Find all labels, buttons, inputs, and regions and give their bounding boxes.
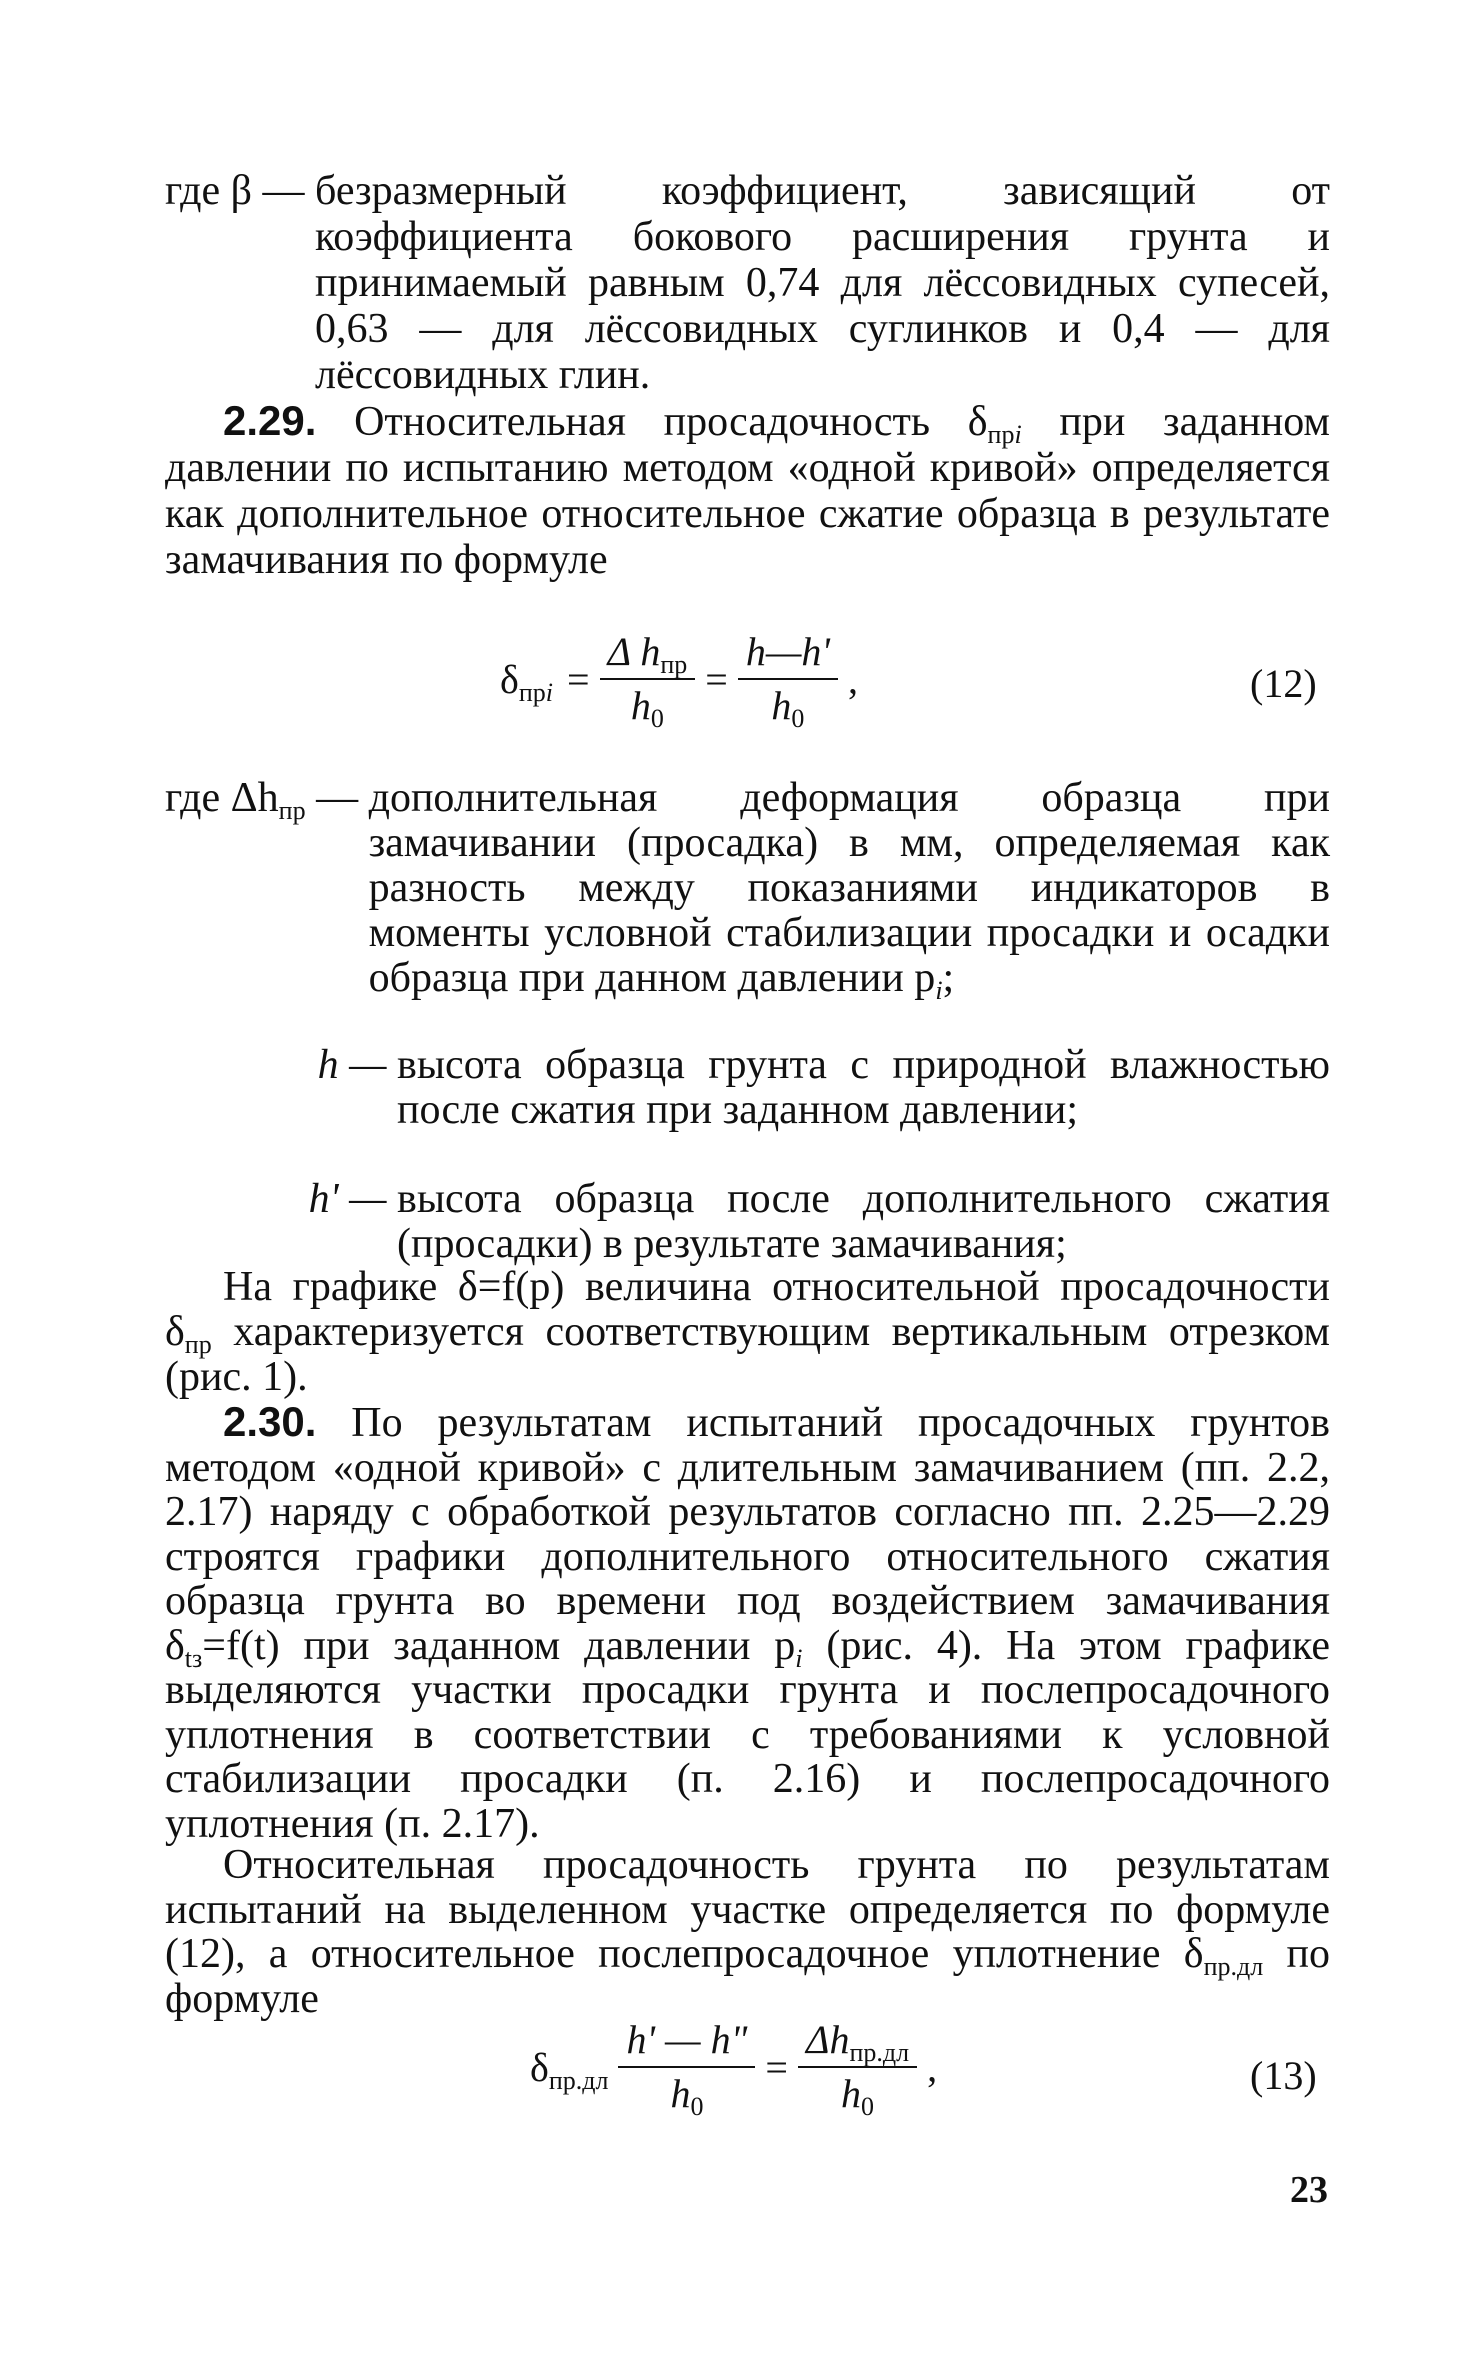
formula-12-label: (12) <box>1250 661 1317 706</box>
section-2-30-text-b: =f(t) при заданном давлении p <box>202 1622 796 1669</box>
section-2-30-sub-2: i <box>795 1643 803 1673</box>
section-2-30-text-a: По результатам испытаний просадочных грунтов методом «одной кривой» с длительным замачиванием (пп. 2.2, 2.17) наряду с обработкой результатов согласно пп. 2.25—2.29 строятся графики дополнительного относительного сжатия образца грунта во времени под воздействием замачивания δ <box>165 1400 1330 1669</box>
formula-13-label: (13) <box>1250 2053 1317 2098</box>
formula-13-eq: = <box>765 2044 788 2090</box>
formula-13-lhs: $\delta_{пр.дл}$ <box>530 2044 609 2095</box>
section-2-29-text-a: Относительная просадочность <box>316 399 968 445</box>
graph-paragraph-sub: пр <box>184 1330 212 1359</box>
page-number: 23 <box>1290 2169 1328 2211</box>
section-2-29-symbol: δ <box>967 399 988 445</box>
section-2-30-paragraph <box>165 1400 1330 1846</box>
definition-h <box>165 1043 1330 1133</box>
definition-h-text: высота образца грунта с природной влажностью после сжатия при заданном давлении; <box>397 1042 1330 1133</box>
section-2-30-text-c: (рис. 4). На этом графике выделяются участки просадки грунта и послепросадочного уплотнения в соответствии с требованиями к условной стабилизации просадки (п. 2.16) и послепросадочного уплотнения (п. 2.17). <box>165 1622 1331 1847</box>
section-2-29-symbol-sub-i: i <box>1014 420 1022 449</box>
formula-13-fraction-2: $\frac{\Delta h_{пр.дл}}{h_0}$ <box>798 2018 917 2116</box>
definition-h-prime <box>165 1177 1330 1267</box>
section-2-30-number: 2.30. <box>223 1398 317 1445</box>
formula-12-eq-2: = <box>705 656 728 702</box>
formula-13-comma: , <box>927 2044 938 2090</box>
graph-paragraph <box>165 1265 1330 1400</box>
formula-12 <box>500 629 858 733</box>
graph-paragraph-text-b: характеризуется соответствующим вертикальным отрезком (рис. 1). <box>165 1309 1330 1400</box>
formula-12-eq-1: = <box>567 656 590 702</box>
formula-12-fraction-1: $\frac{\Delta h_{пр}}{h_0}$ <box>600 630 696 728</box>
formula-13-fraction-1: $\frac{h' — h"}{h_0}$ <box>618 2018 755 2116</box>
section-2-30-sub: tз <box>184 1643 203 1673</box>
beta-definition-text: безразмерный коэффициент, зависящий от коэффициента бокового расширения грунта и принимаемый равным 0,74 для лёссовидных супесей, 0,63 — для лёссовидных суглинков и 0,4 — для лёссовидных глин. <box>315 168 1330 398</box>
formula-13 <box>530 2017 938 2121</box>
beta-definition-lead: где β — <box>165 168 316 214</box>
definition-h-symbol: h — <box>317 1042 397 1088</box>
definition-delta-h-text: дополнительная деформация образца при замачивании (просадка) в мм, определяемая как разность между показаниями индикаторов в моменты условной стабилизации просадки и осадки образца при данном давлении $p_i$; <box>368 775 1330 1005</box>
definition-h-prime-text: высота образца после дополнительного сжатия (просадки) в результате замачивания; <box>397 1176 1330 1267</box>
graph-paragraph-text-a: На графике δ=f(p) величина относительной просадочности δ <box>165 1264 1330 1355</box>
section-2-29-paragraph <box>165 398 1330 583</box>
relative-subsidence-sub: пр.дл <box>1203 1952 1264 1981</box>
section-2-29-number: 2.29. <box>223 397 317 444</box>
relative-subsidence-paragraph <box>165 1843 1330 2021</box>
definition-delta-h <box>165 775 1330 1005</box>
definition-h-prime-symbol: h' — <box>308 1176 397 1222</box>
definition-delta-h-symbol: где $\Delta h_{пр}$ — <box>165 775 369 825</box>
beta-definition <box>165 168 1330 398</box>
formula-12-fraction-2: $\frac{h—h'}{h_0}$ <box>738 630 838 728</box>
formula-12-comma: , <box>847 656 858 702</box>
section-2-29-symbol-sub: пр <box>987 420 1015 449</box>
relative-subsidence-text-b: по формуле <box>165 1931 1330 2022</box>
relative-subsidence-text-a: Относительная просадочность грунта по результатам испытаний на выделенном участке определяется по формуле (12), а относительное послепросадочное уплотнение δ <box>165 1842 1330 1977</box>
section-2-29-text-b: при заданном давлении по испытанию методом «одной кривой» определяется как дополнительное относительное сжатие образца в результате замачивания по формуле <box>165 399 1330 583</box>
formula-12-lhs: $\delta_{прi}$ <box>500 656 554 707</box>
